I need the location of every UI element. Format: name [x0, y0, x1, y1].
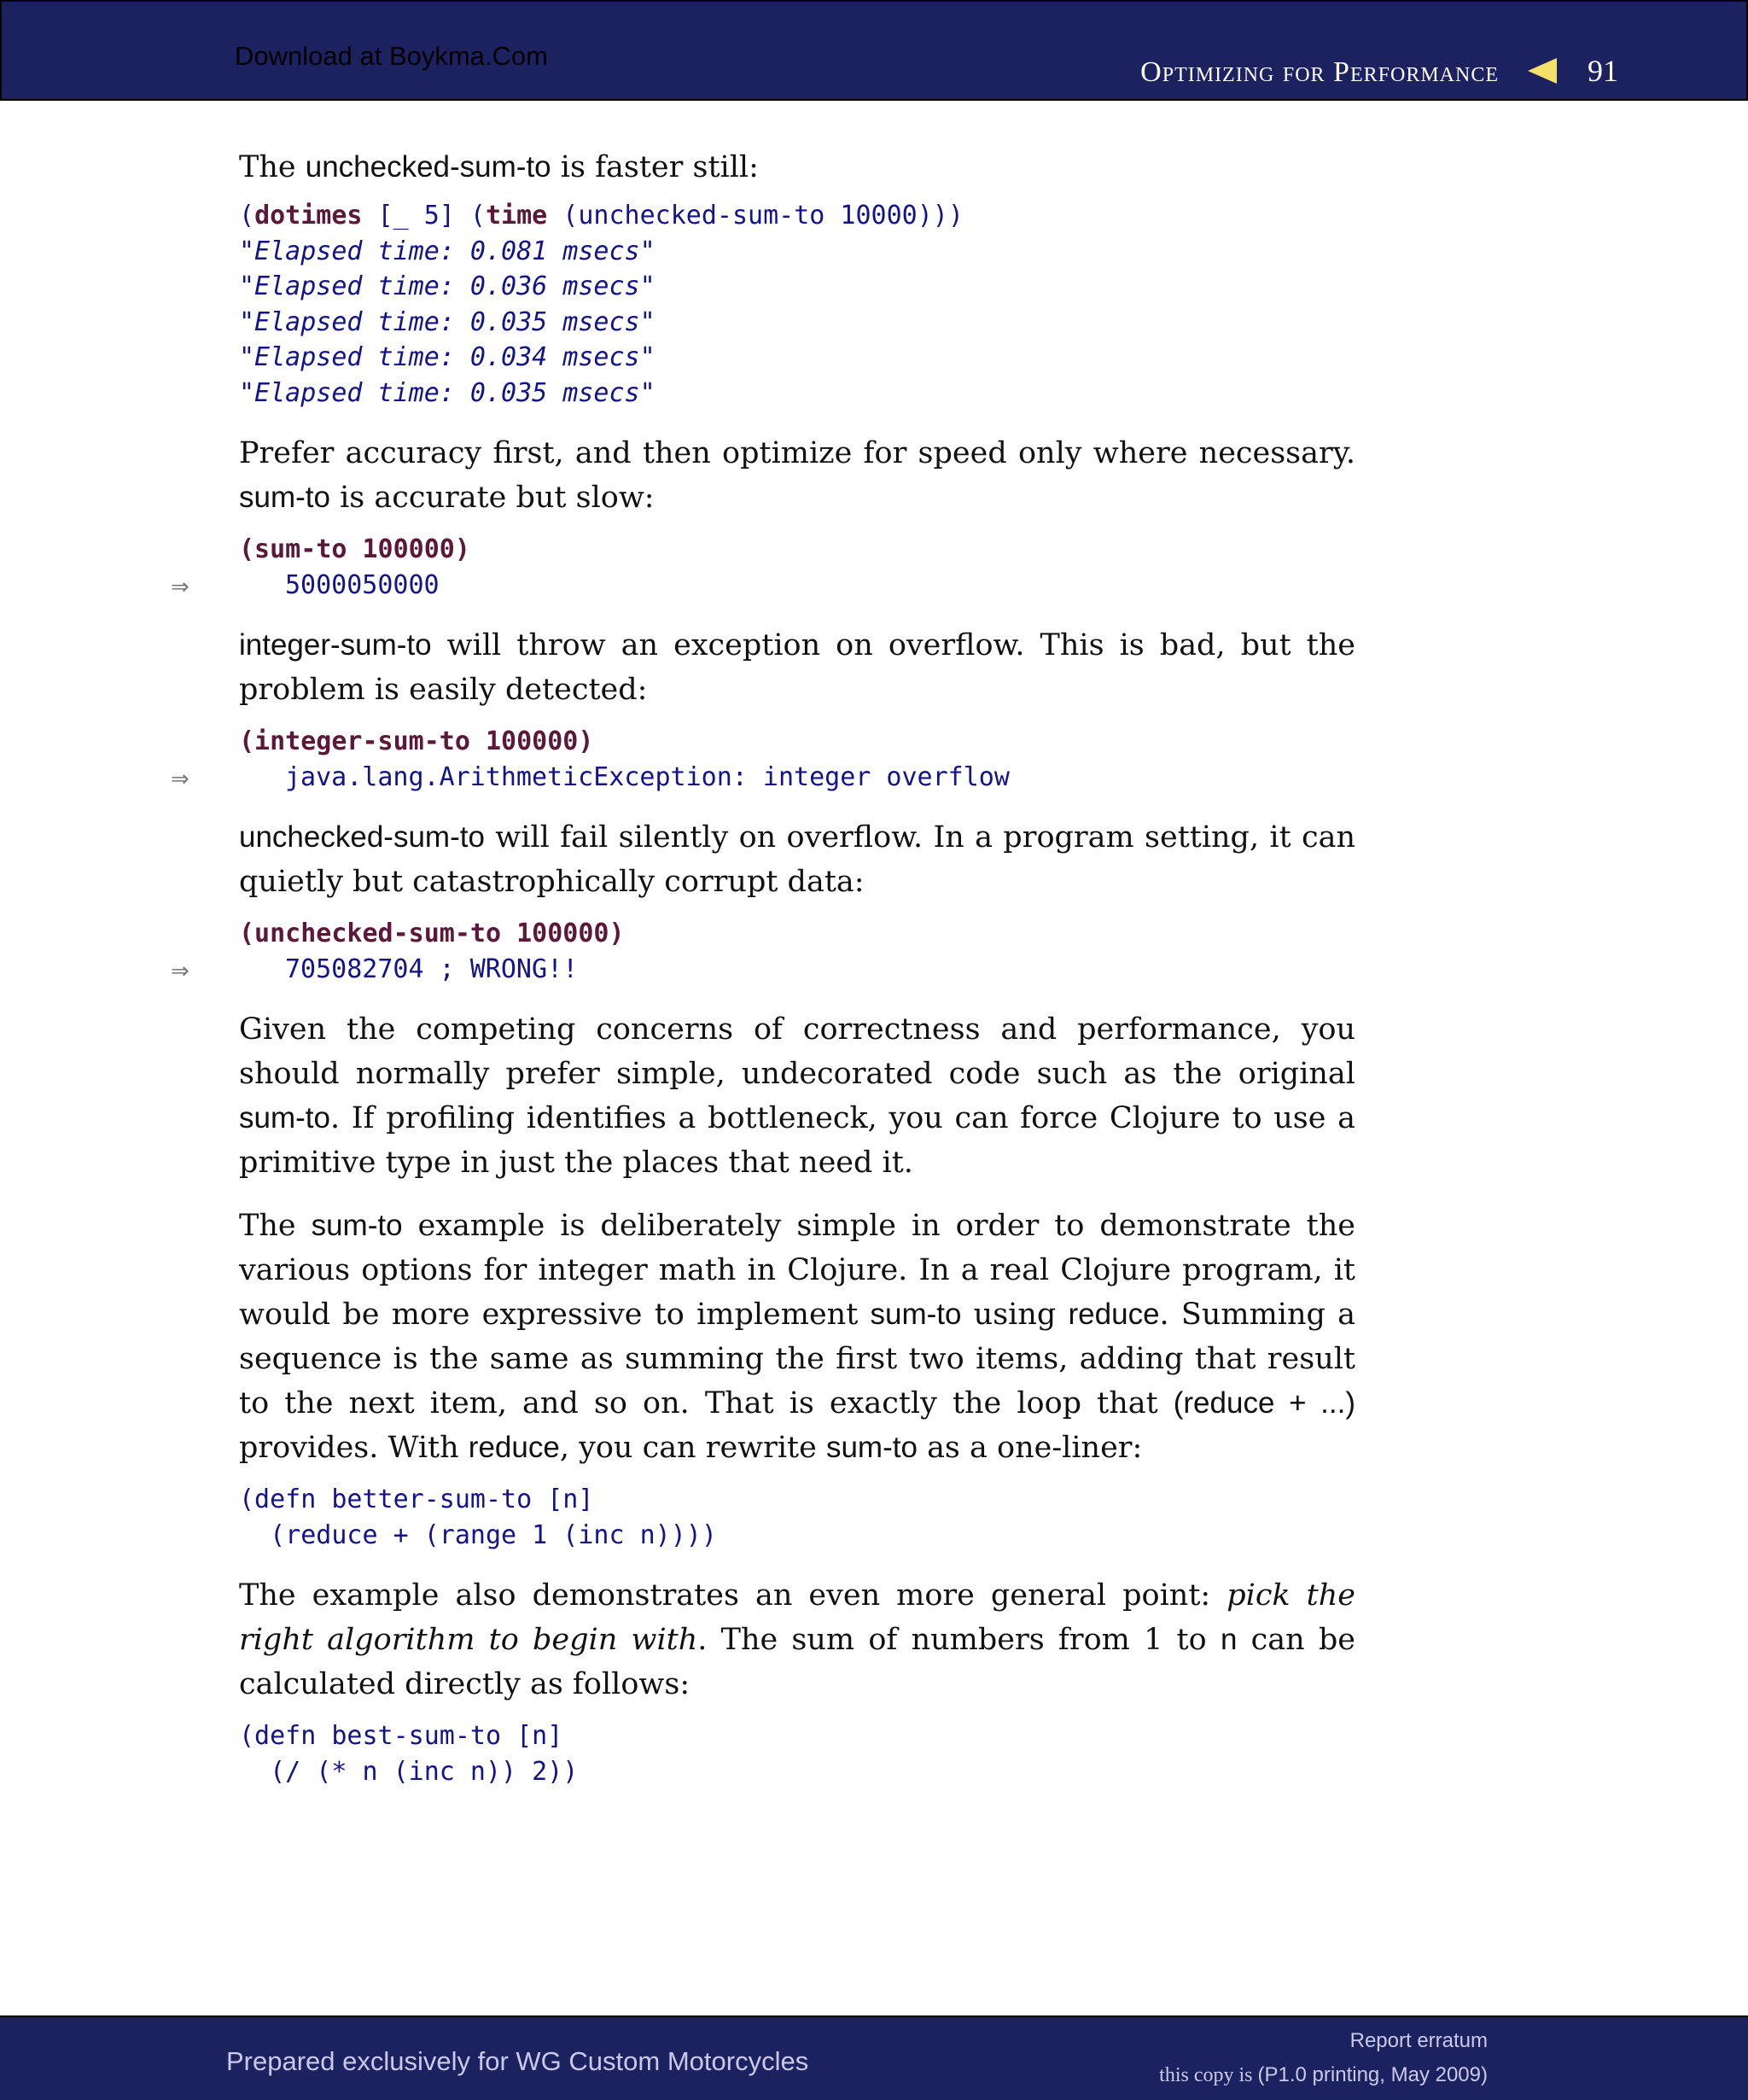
prepared-for-notice: Prepared exclusively for WG Custom Motorcycles [226, 2046, 809, 2076]
copy-info: this copy is (P1.0 printing, May 2009) [1159, 2063, 1488, 2086]
inline-code: (reduce + ...) [1173, 1386, 1355, 1420]
text: is faster still: [551, 150, 759, 184]
result-arrow-icon: ⇒ [171, 766, 189, 792]
code-result: ⇒ 5000050000 [239, 570, 440, 600]
inline-code: sum-to [825, 1431, 918, 1464]
code-input: (integer-sum-to 100000) [239, 726, 594, 756]
paragraph-6: The sum-to example is deliberately simple in order to demonstrate the various options for integer math in Clojure. In a real Clojure program, it would be more expressive to implement sum-to using reduce. Summing a sequence is the same as summing the first two items, adding that result to the next item, and so on. That is exactly the loop that (reduce + ...) provides. With reduce, you can rewrite sum-to as a one-liner: [239, 1209, 1356, 1465]
result-arrow-icon: ⇒ [171, 958, 189, 984]
download-watermark[interactable]: Download at Boykma.Com [235, 41, 548, 71]
code-line: (defn best-sum-to [n] [239, 1721, 563, 1751]
paragraph-4: unchecked-sum-to will fail silently on overflow. In a program setting, it can quietly but catastrophically corrupt data: [239, 820, 1355, 899]
code-line: (/ (* n (inc n)) 2)) [239, 1756, 579, 1787]
code-example-sum-to [171, 532, 1355, 603]
page-number: 91 [1588, 54, 1618, 88]
code-block-better-sum-to [239, 1482, 1355, 1553]
output-line: "Elapsed time: 0.035 msecs" [239, 377, 656, 408]
inline-code: reduce [1068, 1298, 1160, 1331]
code-block-best-sum-to [239, 1718, 1355, 1789]
report-erratum-link[interactable]: Report erratum [1349, 2029, 1488, 2052]
inline-code: unchecked-sum-to [239, 820, 485, 854]
code-line: (reduce + (range 1 (inc n)))) [239, 1520, 717, 1550]
keyword: dotimes [254, 201, 363, 230]
inline-code: sum-to [239, 1101, 330, 1135]
output-line: "Elapsed time: 0.081 msecs" [239, 236, 656, 266]
inline-code: reduce [468, 1431, 560, 1464]
output-line: "Elapsed time: 0.036 msecs" [239, 271, 656, 301]
previous-page-arrow-icon[interactable] [1528, 58, 1557, 84]
code-example-integer-sum-to [171, 724, 1355, 795]
text: The [239, 150, 306, 184]
inline-code: sum-to [311, 1209, 403, 1242]
paragraph-1 [239, 145, 1355, 190]
paragraph-3: integer-sum-to will throw an exception on overflow. This is bad, but the problem is easily detected: [239, 628, 1355, 707]
result-arrow-icon: ⇒ [171, 574, 189, 600]
keyword: time [486, 201, 548, 230]
inline-code: unchecked-sum-to [305, 150, 551, 184]
code-result: ⇒ 705082704 ; WRONG!! [239, 954, 578, 984]
code-block-timing: (dotimes [_ 5] (time (unchecked-sum-to 10000))) "Elapsed time: 0.081 msecs" "Elapsed time: 0.036 msecs" "Elapsed time: 0.035 msecs" "Elapsed time: 0.034 msecs" "Elapsed time: 0.035 msecs" [239, 201, 964, 408]
code-example-unchecked-sum-to [171, 916, 1355, 987]
paragraph-7: The example also demonstrates an even more general point: pick the right algorithm to begin with. The sum of numbers from 1 to n can be calculated directly as follows: [239, 1578, 1356, 1701]
emphasis: pick the right algorithm to begin with [239, 1578, 1356, 1657]
inline-code: sum-to [239, 481, 330, 514]
paragraph-2: Prefer accuracy first, and then optimize for speed only where necessary. sum-to is accurate but slow: [239, 436, 1355, 515]
code-result: ⇒ java.lang.ArithmeticException: integer overflow [239, 762, 1010, 792]
inline-code: n [1220, 1623, 1238, 1656]
paragraph-5: Given the competing concerns of correctness and performance, you should normally prefer simple, undecorated code such as the original sum-to. If profiling identifies a bottleneck, you can force Clojure to use a primitive type in just the places that need it. [239, 1012, 1355, 1180]
code-line: (defn better-sum-to [n] [239, 1485, 594, 1514]
page-header [0, 0, 1748, 101]
running-title: Optimizing for Performance [1140, 56, 1499, 88]
output-line: "Elapsed time: 0.034 msecs" [239, 342, 656, 372]
output-line: "Elapsed time: 0.035 msecs" [239, 306, 656, 337]
page-content [171, 145, 1356, 1789]
inline-code: integer-sum-to [239, 628, 432, 662]
code-input: (unchecked-sum-to 100000) [239, 919, 625, 948]
inline-code: sum-to [870, 1298, 962, 1331]
code-input: (sum-to 100000) [239, 534, 470, 564]
page-footer [0, 2015, 1748, 2100]
